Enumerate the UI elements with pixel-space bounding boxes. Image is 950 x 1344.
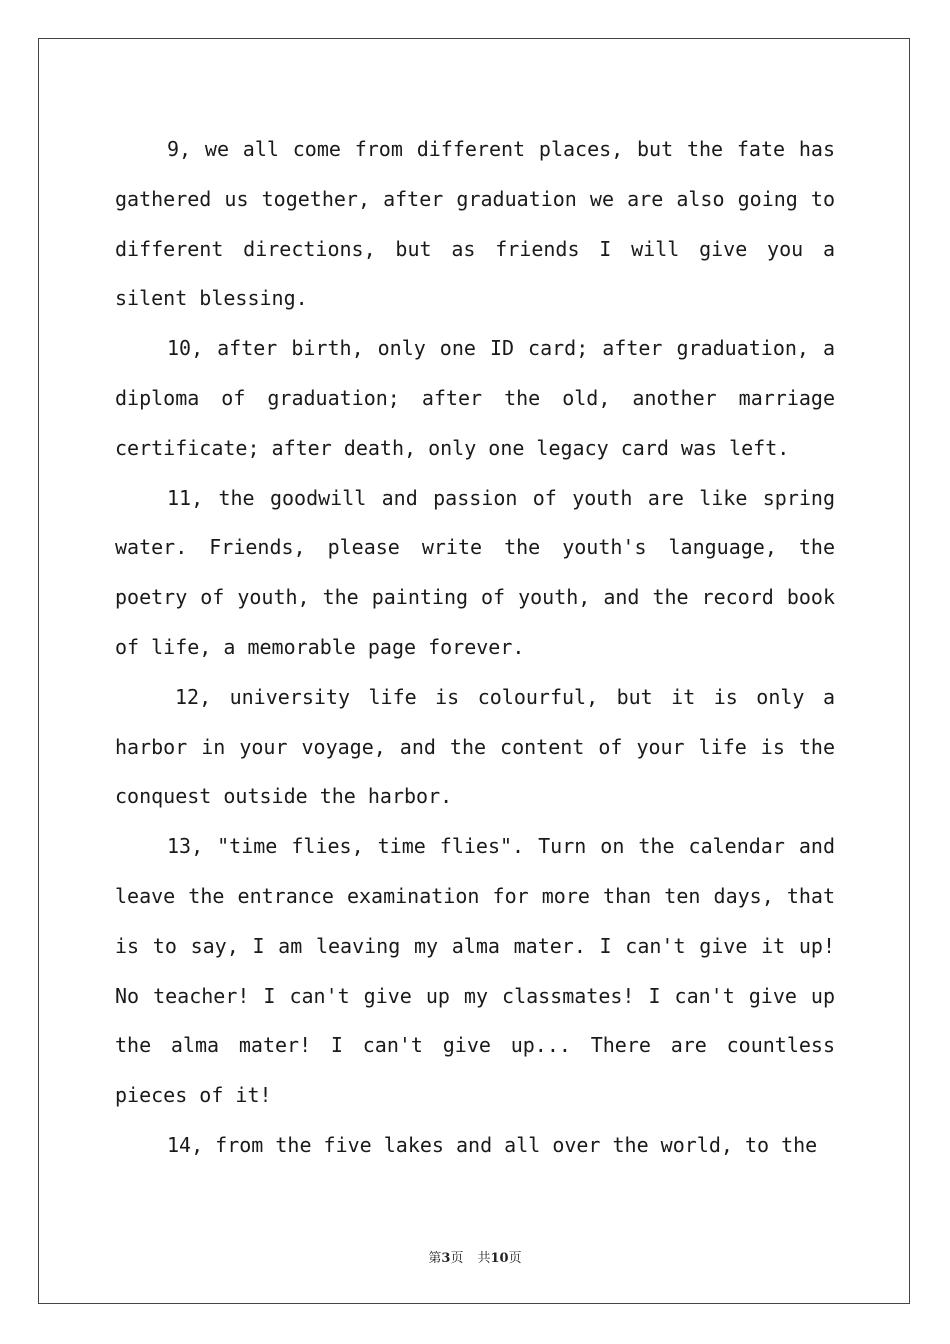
paragraph-14: 14, from the five lakes and all over the world, to the [167,1132,818,1157]
total-page-count: 10 [490,1251,509,1266]
paragraph-10: 10, after birth, only one ID card; after graduation, a diploma of graduation; after the old, another marriage certificate; after death, only one legacy card was left. [115,336,835,460]
page-indicator: 第3页 [428,1251,464,1266]
paragraph-12: 12, university life is colourful, but it is only a harbor in your voyage, and the content of your life is the conquest outside the harbor. [115,684,835,809]
document-body [115,125,835,1171]
total-pages-indicator: 共10页 [477,1251,522,1266]
paragraph-9: 9, we all come from different places, but the fate has gathered us together, after graduation we are also going to different directions, but as friends I will give you a silent blessing. [115,137,835,311]
paragraph-11: 11, the goodwill and passion of youth are like spring water. Friends, please write the youth's language, the poetry of youth, the painting of youth, and the record book of life, a memorable page forever. [115,485,835,659]
paragraph-13: 13, "time flies, time flies". Turn on the calendar and leave the entrance examination for more than ten days, that is to say, I am leaving my alma mater. I can't give it up! No teacher! I can't give up my classmates! I can't give up the alma mater! I can't give up... There are countless pieces of it! [115,834,835,1108]
page-footer [0,1247,950,1266]
current-page-number: 3 [441,1251,451,1266]
